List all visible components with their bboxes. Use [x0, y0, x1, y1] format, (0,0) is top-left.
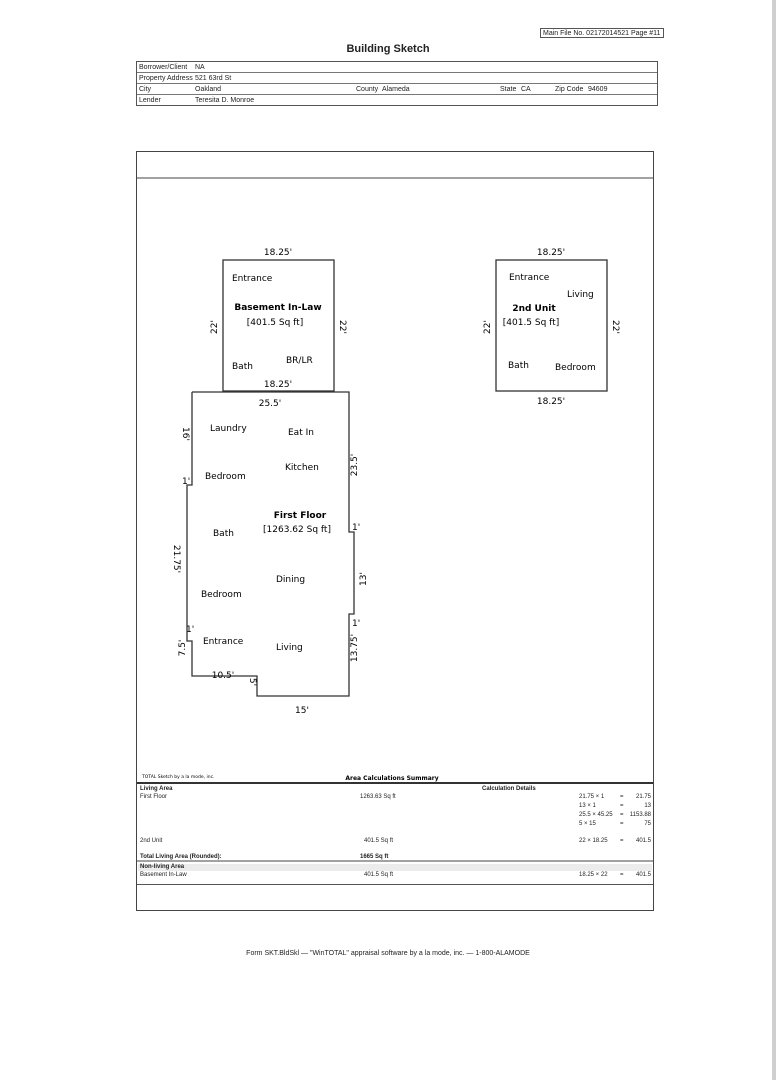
zip-value: 94609: [588, 86, 608, 93]
city-value: Oakland: [195, 86, 222, 93]
first-room-bath: Bath: [213, 529, 234, 539]
row-first-floor-name: First Floor: [140, 794, 167, 800]
basement-dim-right: 22': [337, 320, 347, 334]
first-dim-left-upper: 16': [180, 427, 190, 441]
unit2-room-bath: Bath: [508, 361, 529, 371]
sketch-frame: [136, 151, 654, 911]
first-dim-right-notch1: 1': [352, 523, 361, 533]
first-dim-left-mid: 21.75': [171, 544, 181, 574]
calc-first-3-eq: =: [620, 812, 624, 818]
calc-first-4-val: 75: [644, 821, 651, 827]
first-room-living: Living: [276, 643, 303, 653]
scan-edge: [772, 0, 776, 1080]
calc-first-2-eq: =: [620, 803, 624, 809]
unit2-title: 2nd Unit: [512, 304, 556, 314]
form-footer: Form SKT.BldSkl — "WinTOTAL" appraisal software by a la mode, inc. — 1-800-ALAMODE: [246, 950, 530, 957]
first-room-laundry: Laundry: [210, 424, 247, 434]
calc-first-1-eq: =: [620, 794, 624, 800]
calc-first-4-expr: 5 × 15: [579, 821, 596, 827]
row-first-floor-area: 1263.63 Sq ft: [360, 794, 396, 800]
row-unit2-name: 2nd Unit: [140, 838, 163, 844]
property-info-table: [136, 61, 658, 106]
basement-room-bath: Bath: [232, 362, 253, 372]
first-dim-left-notch2: 1': [186, 625, 195, 635]
address-label: Property Address: [139, 75, 193, 82]
unit2-dim-bottom: 18.25': [536, 397, 566, 407]
first-room-dining: Dining: [276, 575, 306, 585]
unit2-room-entrance: Entrance: [509, 273, 550, 283]
total-living-label: Total Living Area (Rounded):: [140, 854, 222, 860]
unit2-dim-top: 18.25': [536, 248, 566, 258]
sketch-credit: TOTAL Sketch by a la mode, inc.: [142, 775, 215, 780]
calc-unit2-val: 401.5: [635, 838, 651, 844]
basement-room-brlr: BR/LR: [286, 356, 313, 366]
first-room-kitchen: Kitchen: [285, 463, 319, 473]
basement-title: Basement In-Law: [234, 303, 322, 313]
nonliving-name: Basement In-Law: [140, 872, 187, 878]
first-dim-top: 25.5': [258, 399, 282, 409]
calc-unit2-eq: =: [620, 838, 624, 844]
info-row-borrower: [137, 62, 657, 73]
unit2-room-bedroom: Bedroom: [555, 363, 596, 373]
first-dim-bottom-left: 10.5': [211, 671, 235, 681]
file-number: Main File No. 02172014521 Page #11: [540, 28, 664, 38]
county-label: County: [356, 86, 379, 93]
first-title: First Floor: [273, 511, 327, 521]
info-row-lender: [137, 95, 657, 106]
calc-first-2-expr: 13 × 1: [579, 803, 596, 809]
calc-unit2-expr: 22 × 18.25: [579, 838, 608, 844]
basement-area: [401.5 Sq ft]: [246, 318, 304, 328]
city-label: City: [139, 86, 152, 93]
basement-room-entrance: Entrance: [232, 274, 273, 284]
summary-divider: [137, 884, 653, 885]
calc-first-4-eq: =: [620, 821, 624, 827]
borrower-label: Borrower/Client: [139, 64, 188, 71]
basement-dim-left: 22': [210, 320, 220, 334]
living-area-label: Living Area: [140, 786, 173, 792]
first-area: [1263.62 Sq ft]: [263, 525, 331, 535]
unit2-dim-right: 22': [610, 320, 620, 334]
info-row-address: [137, 73, 657, 84]
calc-basement-val: 401.5: [635, 872, 651, 878]
calc-first-3-val: 1153.88: [629, 812, 651, 818]
address-value: 521 63rd St: [195, 75, 232, 82]
zip-label: Zip Code: [555, 86, 584, 93]
row-unit2-area: 401.5 Sq ft: [364, 838, 394, 844]
calc-first-2-val: 13: [644, 803, 651, 809]
nonliving-label: Non-living Area: [140, 864, 185, 870]
unit2-room-living: Living: [567, 290, 594, 300]
calc-details-label: Calculation Details: [482, 786, 536, 792]
first-room-eatin: Eat In: [288, 428, 314, 438]
first-dim-right-lower: 13.75': [350, 633, 360, 663]
calc-first-1-expr: 21.75 × 1: [579, 794, 605, 800]
county-value: Alameda: [382, 86, 410, 93]
first-dim-right-mid: 13': [359, 572, 369, 586]
first-room-entrance: Entrance: [203, 637, 244, 647]
state-value: CA: [521, 86, 531, 93]
calc-first-1-val: 21.75: [635, 794, 651, 800]
borrower-value: NA: [195, 64, 205, 71]
state-label: State: [500, 86, 517, 93]
lender-label: Lender: [139, 97, 161, 104]
first-dim-left-notch1: 1': [182, 477, 191, 487]
first-dim-right-notch2: 1': [352, 619, 361, 629]
first-dim-right-upper: 23.5': [350, 453, 360, 477]
unit2-area: [401.5 Sq ft]: [502, 318, 560, 328]
basement-dim-bottom: 18.25': [263, 380, 293, 390]
basement-dim-top: 18.25': [263, 248, 293, 258]
lender-value: Teresita D. Monroe: [195, 97, 255, 104]
first-dim-bottom: 15': [295, 706, 309, 716]
summary-title: Area Calculations Summary: [345, 775, 439, 782]
calc-basement-eq: =: [620, 872, 624, 878]
first-room-bedroom2: Bedroom: [201, 590, 242, 600]
unit2-dim-left: 22': [483, 320, 493, 334]
calc-first-3-expr: 25.5 × 45.25: [579, 812, 613, 818]
page-title: Building Sketch: [346, 43, 430, 55]
nonliving-area: 401.5 Sq ft: [364, 872, 394, 878]
info-row-city: [137, 84, 657, 95]
first-room-bedroom1: Bedroom: [205, 472, 246, 482]
calc-basement-expr: 18.25 × 22: [579, 872, 608, 878]
first-dim-left-lower: 7.5': [178, 639, 188, 657]
first-floor-outline: [187, 392, 354, 696]
total-living-value: 1665 Sq ft: [360, 854, 389, 860]
first-dim-bottom-step: 5': [247, 677, 257, 687]
